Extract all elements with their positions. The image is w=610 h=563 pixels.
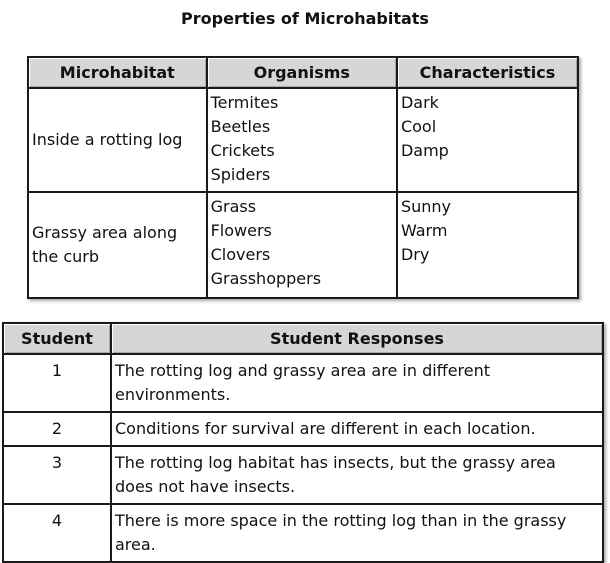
organisms-cell: [207, 88, 397, 192]
characteristic-item: Cool: [400, 117, 437, 136]
organism-item: Spiders: [210, 165, 271, 184]
organism-item: Beetles: [210, 117, 271, 136]
student-number-cell: 3: [3, 446, 111, 504]
microhabitat-cell: Inside a rotting log: [28, 88, 207, 192]
characteristic-item: Sunny: [400, 197, 451, 216]
table-header-row: [28, 57, 578, 88]
column-header-student-responses: Student Responses: [111, 323, 603, 354]
table-row: [3, 446, 603, 504]
organism-item: Grasshoppers: [210, 269, 322, 288]
student-response-cell: Conditions for survival are different in each location.: [111, 412, 603, 446]
page-title: Properties of Microhabitats: [181, 9, 429, 28]
microhabitat-cell: Grassy area along the curb: [28, 192, 207, 298]
characteristic-item: Dry: [400, 245, 430, 264]
organisms-cell: [207, 192, 397, 298]
student-number-cell: 1: [3, 354, 111, 412]
column-header-student: Student: [3, 323, 111, 354]
organism-item: Termites: [210, 93, 279, 112]
table-row: [28, 88, 578, 192]
organism-item: Grass: [210, 197, 257, 216]
student-responses-table: [2, 322, 604, 563]
student-number-cell: 4: [3, 504, 111, 562]
microhabitat-table: [27, 56, 579, 299]
table-row: [3, 354, 603, 412]
characteristic-item: Warm: [400, 221, 448, 240]
characteristic-item: Damp: [400, 141, 449, 160]
student-response-cell: There is more space in the rotting log than in the grassy area.: [111, 504, 603, 562]
student-response-cell: The rotting log habitat has insects, but the grassy area does not have insects.: [111, 446, 603, 504]
organism-item: Crickets: [210, 141, 275, 160]
organism-item: Flowers: [210, 221, 272, 240]
table-header-row: [3, 323, 603, 354]
column-header-microhabitat: Microhabitat: [28, 57, 207, 88]
table-row: [3, 504, 603, 562]
student-response-cell: The rotting log and grassy area are in different environments.: [111, 354, 603, 412]
table-row: [3, 412, 603, 446]
characteristics-cell: [397, 88, 578, 192]
column-header-characteristics: Characteristics: [397, 57, 578, 88]
characteristics-cell: [397, 192, 578, 298]
student-number-cell: 2: [3, 412, 111, 446]
organism-item: Clovers: [210, 245, 271, 264]
characteristic-item: Dark: [400, 93, 439, 112]
column-header-organisms: Organisms: [207, 57, 397, 88]
table-row: [28, 192, 578, 298]
